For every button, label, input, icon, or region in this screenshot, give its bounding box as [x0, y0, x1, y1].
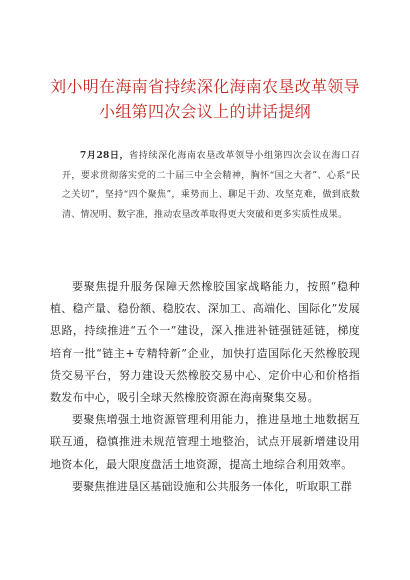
article-headline: 刘小明在海南省持续深化海南农垦改革领导小组第四次会议上的讲话提纲	[50, 77, 360, 121]
body-paragraph-infrastructure: 要聚焦推进垦区基础设施和公共服务一体化，听取职工群	[72, 479, 352, 493]
body-paragraph-land: 要聚焦增强土地资源管理利用能力，推进垦地土地数据互联互通，稳慎推进未规范管理土地整治，试点开展新增建设用地资本化，最大限度盘活土地资源，提高土地综合利用效率。	[50, 413, 360, 471]
lead-text: 省持续深化海南农垦改革领导小组第四次会议在海口召开，要求贯彻落实党的二十届三中全会精神，胸怀“国之大者”、心系“民之关切”，坚持“四个聚焦”，乘势而上、聊足干劲、攻坚克难，做到底数清、情况明、数字准，推动农垦改革取得更大突破和更多实质性成果。	[62, 151, 360, 220]
article-body	[50, 276, 360, 498]
lead-date: 7月28日，	[80, 151, 130, 161]
body-paragraph-rubber: 要聚焦提升服务保障天然橡胶国家战略能力，按照“稳种植、稳产量、稳份额、稳胶农、深加工、高端化、国际化”发展思路，持续推进“五个一”建设，深入推进补链强链延链，梯度培育一批“链主+专精特新”企业，加快打造国际化天然橡胶现货交易平台，努力建设天然橡胶交易中心、定价中心和价格指数发布中心，吸引全球天然橡胶资源在海南聚集交易。	[50, 280, 360, 405]
article-lead	[62, 147, 360, 225]
